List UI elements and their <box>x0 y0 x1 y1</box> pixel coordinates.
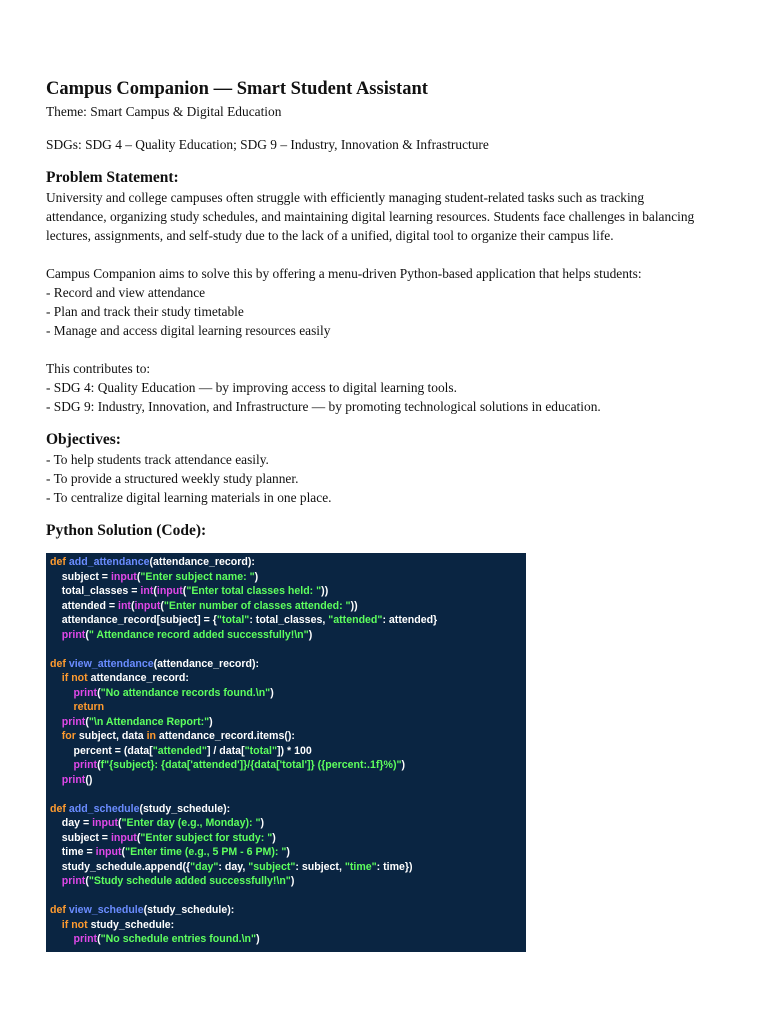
code-token <box>50 672 62 684</box>
code-token: ( <box>130 599 135 612</box>
code-token: : time}) <box>376 860 413 873</box>
code-token: add_attendance <box>68 556 150 568</box>
code-token: (attendance_record): <box>149 556 255 568</box>
code-token: if not <box>61 672 91 684</box>
code-token: ( <box>153 585 157 597</box>
code-token: "subject" <box>248 860 296 873</box>
code-token: ) <box>209 715 213 728</box>
code-line <box>50 774 92 786</box>
code-token: print <box>61 715 86 728</box>
objective-item: - To provide a structured weekly study planner. <box>46 471 299 486</box>
code-token: "time" <box>344 860 377 873</box>
code-token: ) <box>270 686 274 699</box>
code-token: "Study schedule added successfully!\n" <box>88 875 291 887</box>
code-line <box>50 701 104 713</box>
code-token <box>50 933 74 945</box>
code-token: "day" <box>190 860 219 873</box>
code-token: subject = <box>50 570 111 583</box>
code-token: ]) * 100 <box>277 744 312 757</box>
code-token: attended = <box>50 599 118 612</box>
code-token: ( <box>136 831 141 844</box>
code-token: : attended} <box>382 614 438 626</box>
code-line <box>50 832 276 844</box>
code-token: ( <box>182 585 187 597</box>
code-token <box>50 730 62 742</box>
code-line <box>50 672 189 684</box>
code-token: ) <box>256 933 260 945</box>
code-token: " Attendance record added successfully!\n" <box>88 628 309 641</box>
code-token <box>50 629 62 641</box>
code-token: ) <box>260 817 265 829</box>
code-token: : total_classes, <box>249 614 329 626</box>
code-token: ( <box>136 570 141 583</box>
code-token: attendance_record[subject] = { <box>50 614 217 626</box>
code-token <box>50 774 62 786</box>
code-token <box>50 919 62 931</box>
code-token: ( <box>97 759 101 771</box>
theme-line: Theme: Smart Campus & Digital Education <box>46 104 282 119</box>
objectives-heading: Objectives: <box>46 431 121 448</box>
code-token: total_classes = <box>50 585 141 597</box>
code-line <box>50 600 358 612</box>
code-token: "No schedule entries found.\n" <box>100 933 257 945</box>
problem-line: This contributes to: <box>46 361 151 376</box>
code-token: print <box>61 628 86 641</box>
problem-list-item: - Plan and track their study timetable <box>46 304 244 319</box>
code-token: )) <box>321 585 329 597</box>
code-token: ( <box>85 715 89 728</box>
code-token: )) <box>350 599 358 612</box>
solution-heading: Python Solution (Code): <box>46 522 207 539</box>
problem-line: Campus Companion aims to solve this by offering a menu-driven Python-based application that helps students: <box>46 266 642 281</box>
code-token: def <box>50 657 69 670</box>
code-token: def <box>50 802 69 815</box>
code-token: attendance_record: <box>90 672 189 684</box>
code-token: view_attendance <box>68 657 154 670</box>
code-token: ( <box>85 875 89 887</box>
code-token <box>50 701 74 713</box>
code-token: "Enter time (e.g., 5 PM - 6 PM): " <box>125 846 287 858</box>
code-token: add_schedule <box>68 802 140 815</box>
code-token: input <box>156 585 183 597</box>
code-line <box>50 875 294 887</box>
code-token: "total" <box>216 614 250 626</box>
code-token: "Enter total classes held: " <box>186 585 322 597</box>
code-token: () <box>85 773 93 786</box>
code-token: ) <box>401 759 406 771</box>
code-token: study_schedule.append({ <box>50 860 191 873</box>
code-line <box>50 629 312 641</box>
code-token: view_schedule <box>68 904 144 916</box>
code-token: : subject, <box>295 860 345 873</box>
code-line <box>50 759 405 771</box>
problem-line: attendance, organizing study schedules, and maintaining digital learning resources. Students face challenges in balancing <box>46 209 695 224</box>
code-token <box>50 759 74 771</box>
problem-list-item: - SDG 9: Industry, Innovation, and Infrastructure — by promoting technological solutions in education. <box>46 399 601 414</box>
sdgs-line: SDGs: SDG 4 – Quality Education; SDG 9 – Industry, Innovation & Infrastructure <box>46 137 489 152</box>
code-token: "No attendance records found.\n" <box>100 686 271 699</box>
code-line <box>50 571 258 583</box>
code-token: print <box>61 875 86 887</box>
code-line <box>50 556 255 568</box>
code-token: "attended" <box>152 744 207 757</box>
code-token: "total" <box>244 744 278 757</box>
code-token: print <box>61 773 86 786</box>
code-line <box>50 919 174 931</box>
code-token: print <box>73 759 98 771</box>
code-token: f"{subject}: {data['attended']}/{data['total']} ({percent:.1f}%)" <box>100 759 402 771</box>
objective-item: - To centralize digital learning materials in one place. <box>46 490 332 505</box>
code-line <box>50 803 230 815</box>
problem-list-item: - Record and view attendance <box>46 285 206 300</box>
code-token: input <box>134 599 161 612</box>
problem-line: lectures, assignments, and self-study due to the lack of a unified, digital tool to organize their campus life. <box>46 228 614 243</box>
code-token <box>50 716 62 728</box>
code-token: ) <box>254 570 259 583</box>
code-token: ( <box>97 686 101 699</box>
page-title: Campus Companion — Smart Student Assistant <box>46 79 428 99</box>
code-token: day = <box>50 817 93 829</box>
code-line <box>50 716 213 728</box>
code-token: def <box>50 904 69 916</box>
code-token: in <box>146 730 159 742</box>
code-line <box>50 687 274 699</box>
code-token: "\n Attendance Report:" <box>88 715 210 728</box>
code-token: "Enter subject name: " <box>140 570 255 583</box>
code-token <box>50 875 62 887</box>
code-token: subject, data <box>78 730 147 742</box>
code-line <box>50 861 413 873</box>
code-token: attendance_record.items(): <box>158 730 295 742</box>
code-line <box>50 904 234 916</box>
code-token: input <box>92 817 118 829</box>
problem-line: University and college campuses often struggle with efficiently managing student-related tasks such as tracking <box>46 190 645 205</box>
code-line <box>50 846 290 858</box>
code-token: if not <box>61 918 91 931</box>
code-token: (study_schedule): <box>139 802 231 815</box>
code-token: study_schedule: <box>90 918 175 931</box>
code-token: "Enter day (e.g., Monday): " <box>121 817 261 829</box>
code-token: (attendance_record): <box>153 657 260 670</box>
code-token: (study_schedule): <box>143 904 235 916</box>
code-token: ( <box>97 933 101 945</box>
code-token: ) <box>290 875 295 887</box>
code-block <box>46 553 526 952</box>
code-token: int <box>140 585 154 597</box>
code-line <box>50 730 295 742</box>
code-line <box>50 933 260 945</box>
code-token: def <box>50 556 69 568</box>
problem-heading: Problem Statement: <box>46 169 179 186</box>
code-token: ( <box>121 846 126 858</box>
code-token: percent = (data[ <box>50 744 153 757</box>
code-token: return <box>73 701 105 713</box>
code-token: for <box>61 730 79 742</box>
code-token: print <box>73 933 98 945</box>
code-token: ) <box>286 846 290 858</box>
code-line <box>50 614 437 626</box>
code-token: input <box>95 846 122 858</box>
code-token: ( <box>160 599 164 612</box>
code-token: input <box>110 831 137 844</box>
code-token: ( <box>118 817 122 829</box>
code-line <box>50 658 259 670</box>
objective-item: - To help students track attendance easily. <box>46 452 269 467</box>
code-line <box>50 585 328 597</box>
code-token <box>50 687 74 699</box>
code-token: ] / data[ <box>206 744 245 757</box>
code-token: input <box>110 570 137 583</box>
code-token: subject = <box>50 831 111 844</box>
code-token: "Enter number of classes attended: " <box>163 599 351 612</box>
problem-list-item: - SDG 4: Quality Education — by improving access to digital learning tools. <box>46 380 457 395</box>
code-token: : day, <box>218 860 249 873</box>
code-token: ( <box>85 628 89 641</box>
code-token: ) <box>308 628 313 641</box>
code-token: "Enter subject for study: " <box>140 831 273 844</box>
code-token: int <box>118 599 131 612</box>
problem-list-item: - Manage and access digital learning resources easily <box>46 323 331 338</box>
code-token: ) <box>272 831 276 844</box>
code-line <box>50 745 312 757</box>
code-token: time = <box>50 846 96 858</box>
code-token: "attended" <box>328 614 383 626</box>
code-token: print <box>73 686 98 699</box>
code-line <box>50 817 264 829</box>
